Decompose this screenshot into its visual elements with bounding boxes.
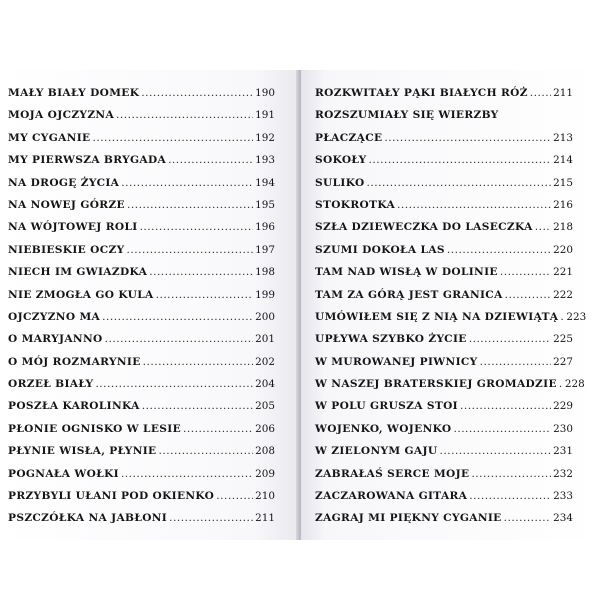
- toc-entry-page: 209: [255, 467, 275, 480]
- leader-dots: [535, 216, 551, 238]
- toc-entry: [8, 328, 275, 350]
- leader-dots: [439, 440, 551, 462]
- open-book: [0, 70, 600, 540]
- toc-entry: [8, 172, 275, 194]
- right-page: [301, 70, 600, 540]
- toc-entry: [315, 239, 573, 261]
- toc-entry-page: 201: [255, 333, 275, 346]
- toc-entry-title: NIE ZMOGŁA GO KULA: [8, 288, 154, 301]
- toc-entry-title: POGNAŁA WOŁKI: [8, 467, 119, 480]
- toc-entry-page: 230: [553, 422, 573, 435]
- leader-dots: [460, 395, 551, 417]
- toc-entry-title: ROZKWITAŁY PĄKI BIAŁYCH RÓŻ: [315, 87, 528, 99]
- toc-entry-title: UMÓWIŁEM SIĘ Z NIĄ NA DZIEWIĄTĄ: [315, 310, 559, 323]
- leader-dots: [149, 261, 253, 283]
- toc-entry-title: PSZCZÓŁKA NA JABŁONI: [8, 512, 168, 525]
- leader-dots: [105, 328, 254, 350]
- toc-entry-title: ZABRAŁAŚ SERCE MOJE: [315, 467, 470, 480]
- toc-entry-page: 191: [255, 109, 275, 122]
- toc-entry-title: SULIKO: [315, 176, 365, 189]
- leader-dots: [384, 127, 551, 149]
- toc-entry-title: SZŁA DZIEWECZKA DO LASECZKA: [315, 221, 533, 234]
- leader-dots: [95, 373, 253, 395]
- leader-dots: [126, 239, 253, 261]
- toc-entry: [315, 418, 573, 440]
- toc-entry: [8, 507, 275, 529]
- leader-dots: [92, 127, 253, 149]
- toc-entry: [8, 127, 275, 149]
- toc-entry-page: 190: [255, 87, 275, 99]
- toc-entry: [315, 172, 573, 194]
- toc-entry-title: STOKROTKA: [315, 198, 396, 211]
- toc-entry: [8, 239, 275, 261]
- leader-dots: [447, 239, 551, 261]
- toc-entry-page: 225: [553, 333, 573, 346]
- leader-dots: [121, 463, 253, 485]
- leader-dots: [116, 104, 253, 126]
- toc-entry-page: 196: [255, 221, 275, 234]
- toc-entry-page: 222: [553, 288, 573, 301]
- toc-entry: [8, 104, 275, 126]
- toc-entry-page: 192: [255, 131, 275, 144]
- toc-entry-title: PŁYNIE WISŁA, PŁYNIE: [8, 445, 157, 458]
- toc-entry-title: PRZYBYLI UŁANI POD OKIENKO: [8, 490, 215, 503]
- toc-entry-page: 210: [255, 490, 275, 503]
- toc-entry-title: NIEBIESKIE OCZY: [8, 243, 125, 256]
- toc-entry-title: NA NOWEJ GÓRZE: [8, 198, 125, 211]
- toc-entry-title: MY PIERWSZA BRYGADA: [8, 154, 167, 167]
- toc-entry-page: 227: [553, 355, 573, 368]
- toc-entry-title: ORZEŁ BIAŁY: [8, 378, 94, 391]
- toc-entry: [315, 284, 573, 306]
- leader-dots: [469, 485, 551, 507]
- leader-dots: [158, 440, 253, 462]
- toc-entry-title: NA DROGĘ ŻYCIA: [8, 176, 120, 189]
- leader-dots: [560, 306, 564, 328]
- leader-dots: [480, 351, 552, 373]
- toc-entry-title: POSZŁA KAROLINKA: [8, 400, 140, 413]
- leader-dots: [367, 172, 552, 194]
- toc-entry-title: NA WÓJTOWEJ ROLI: [8, 221, 138, 234]
- toc-entry: [315, 373, 585, 395]
- toc-entry: [8, 216, 275, 238]
- leader-dots: [156, 284, 254, 306]
- toc-entry-page: 214: [553, 154, 573, 167]
- toc-entry-title: W POLU GRUSZA STOI: [315, 400, 458, 413]
- leader-dots: [183, 418, 253, 440]
- toc-entry-title: O MARYJANNO: [8, 333, 103, 346]
- toc-entry: [315, 507, 573, 529]
- toc-entry: [315, 395, 573, 417]
- toc-entry: [8, 149, 275, 171]
- toc-entry: [315, 127, 573, 149]
- leader-dots: [397, 194, 551, 216]
- toc-entry-title: WOJENKO, WOJENKO: [315, 422, 452, 435]
- leader-dots: [140, 216, 254, 238]
- leader-dots: [102, 306, 253, 328]
- toc-entry-page: 206: [255, 422, 275, 435]
- toc-entry-title: MY CYGANIE: [8, 131, 91, 144]
- toc-entry-title: W NASZEJ BRATERSKIEJ GROMADZIE: [315, 378, 557, 391]
- toc-entry-title: W ZIELONYM GAJU: [315, 445, 438, 458]
- leader-dots: [453, 418, 551, 440]
- toc-entry-page: 215: [553, 176, 573, 189]
- toc-entry-page: 234: [553, 512, 573, 525]
- leader-dots: [471, 463, 551, 485]
- toc-entry: [315, 194, 573, 216]
- toc-entry: [8, 485, 275, 507]
- leader-dots: [142, 395, 253, 417]
- toc-entry-page: 229: [553, 400, 573, 413]
- toc-entry-title: PŁONIE OGNISKO W LESIE: [8, 422, 182, 435]
- leader-dots: [141, 82, 253, 104]
- toc-entry: [8, 463, 275, 485]
- toc-entry-title: ZAGRAJ MI PIĘKNY CYGANIE: [315, 512, 502, 525]
- toc-entry-title: MOJA OJCZYZNA: [8, 109, 115, 122]
- toc-entry-page: 232: [553, 467, 573, 480]
- toc-entry-title: ZACZAROWANA GITARA: [315, 490, 468, 503]
- toc-entry: [8, 306, 275, 328]
- toc-entry-page: 202: [255, 355, 275, 368]
- toc-entry-title: MAŁY BIAŁY DOMEK: [8, 87, 140, 99]
- toc-entry: [8, 194, 275, 216]
- toc-entry-page: 221: [553, 266, 573, 279]
- toc-entry-page: 228: [564, 378, 585, 391]
- toc-entry: [315, 261, 573, 283]
- toc-entry: [8, 440, 275, 462]
- leader-dots: [216, 485, 253, 507]
- toc-entry-page: 218: [553, 221, 573, 234]
- toc-entry: [8, 284, 275, 306]
- toc-entry: [315, 351, 573, 373]
- toc-entry: [315, 328, 573, 350]
- toc-entry: [315, 82, 573, 104]
- toc-entry-title: TAM ZA GÓRĄ JEST GRANICA: [315, 288, 503, 301]
- toc-entry-title: NIECH IM GWIAZDKA: [8, 266, 148, 279]
- toc-entry: [8, 261, 275, 283]
- toc-entry-page: 211: [553, 87, 573, 99]
- toc-entry-page: 195: [255, 198, 275, 211]
- toc-entry: [315, 149, 573, 171]
- toc-entry: [8, 395, 275, 417]
- toc-entry-page: 200: [255, 310, 275, 323]
- toc-entry-title: OJCZYZNO MA: [8, 310, 101, 323]
- leader-dots: [168, 149, 253, 171]
- toc-entry: [315, 306, 587, 328]
- leader-dots: [505, 284, 552, 306]
- toc-entry-page: 216: [553, 198, 573, 211]
- leader-dots: [369, 149, 552, 171]
- leader-dots: [559, 373, 563, 395]
- toc-entry-title: TAM NAD WISŁĄ W DOLINIE: [315, 266, 498, 279]
- leader-dots: [500, 261, 551, 283]
- toc-entry-title: SZUMI DOKOŁA LAS: [315, 243, 445, 256]
- leader-dots: [169, 507, 253, 529]
- toc-entry: [8, 82, 275, 104]
- toc-entry-page: 220: [553, 243, 573, 256]
- left-page: [0, 70, 299, 540]
- toc-entry-page: 213: [553, 131, 573, 144]
- toc-entry-page: 208: [255, 445, 275, 458]
- toc-entry-page: 198: [255, 266, 275, 279]
- leader-dots: [127, 194, 253, 216]
- toc-entry-title: UPŁYWA SZYBKO ŻYCIE: [315, 333, 467, 346]
- toc-entry-title: PŁACZĄCE: [315, 131, 383, 144]
- toc-entry-title: W MUROWANEJ PIWNICY: [315, 355, 478, 368]
- toc-entry: [315, 104, 573, 126]
- leader-dots: [121, 172, 253, 194]
- toc-entry-page: 193: [255, 154, 275, 167]
- leader-dots: [469, 328, 551, 350]
- toc-entry: [315, 216, 573, 238]
- leader-dots: [143, 351, 254, 373]
- toc-entry: [8, 373, 275, 395]
- toc-entry-page: 233: [553, 490, 573, 503]
- toc-entry: [8, 351, 275, 373]
- toc-entry: [315, 485, 573, 507]
- toc-entry-title: SOKOŁY: [315, 154, 367, 167]
- toc-entry-page: 211: [255, 512, 275, 525]
- right-toc-list: [315, 82, 587, 530]
- toc-entry-page: 231: [553, 445, 573, 458]
- leader-dots: [504, 507, 552, 529]
- toc-entry-title: ROZSZUMIAŁY SIĘ WIERZBY: [315, 109, 499, 122]
- left-toc-list: [8, 82, 275, 530]
- toc-entry-page: 194: [255, 176, 275, 189]
- toc-entry-page: 204: [255, 378, 275, 391]
- toc-entry-page: 223: [566, 310, 587, 323]
- toc-entry: [315, 463, 573, 485]
- toc-entry-page: 199: [255, 288, 275, 301]
- toc-entry: [315, 440, 573, 462]
- leader-dots: [530, 82, 551, 104]
- toc-entry-page: 205: [255, 400, 275, 413]
- toc-entry: [8, 418, 275, 440]
- toc-entry-page: 197: [255, 243, 275, 256]
- toc-entry-title: O MÓJ ROZMARYNIE: [8, 355, 141, 368]
